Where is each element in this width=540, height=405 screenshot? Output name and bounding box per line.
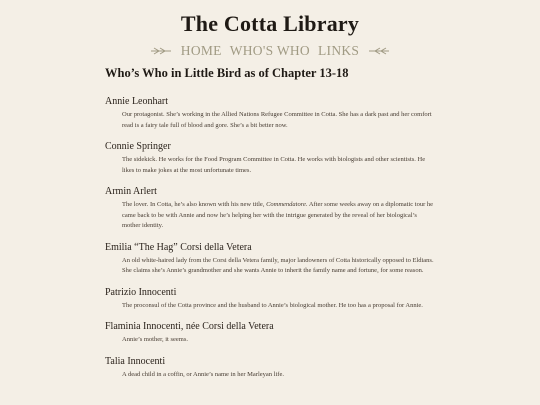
ornament-left-icon [150, 46, 172, 56]
entry-name: Armin Arlert [105, 186, 157, 197]
entry-name: Talia Innocenti [105, 355, 166, 367]
site-title[interactable]: The Cotta Library [180, 11, 360, 36]
entry-name: Connie Springer [105, 141, 171, 152]
entry-description: Our protagonist. She’s working in the Allied Nations Refugee Committee in Cotta. She has a dark past and her comfort read is a fairy tale full of blood and gore. She’s a bit better now. [122, 111, 432, 129]
entry-flaminia-innocenti [105, 321, 435, 346]
entry-name: Patrizio Innocenti [105, 286, 177, 298]
nav-links-link[interactable]: LINKS [317, 43, 360, 58]
entry-description: The proconsul of the Cotta province and the husband to Annie’s biological mother. He too has a proposal for Annie. [122, 301, 423, 309]
entry-description: The sidekick. He works for the Food Program Committee in Cotta. He works with biologists and other scientists. He likes to make jokes at the most unfortunate times. [122, 156, 426, 174]
ornament-right-icon [368, 46, 390, 56]
entry-annie-leonhart [105, 96, 435, 131]
main-content [105, 66, 435, 390]
entry-description-part: The lover. In Cotta, he’s also known with his new title, [122, 201, 267, 208]
nav-whos-who-link[interactable]: WHO'S WHO [229, 43, 310, 58]
entry-talia-innocenti [105, 356, 435, 381]
main-nav [0, 43, 540, 59]
entry-name: Flaminia Innocenti, née Corsi della Vetera [105, 321, 274, 332]
entry-armin-arlert [105, 186, 435, 232]
entry-description: Annie’s mother, it seems. [122, 336, 188, 343]
entry-name: Annie Leonhart [105, 96, 169, 107]
entry-patrizio-innocenti [105, 287, 435, 312]
entry-description-italic: Commendatore [266, 201, 306, 208]
nav-home-link[interactable]: HOME [180, 43, 222, 58]
entry-description [122, 200, 435, 232]
page-heading: Who’s Who in Little Bird as of Chapter 13-18 [105, 66, 349, 80]
entry-description: An old white-haired lady from the Corsi della Vetera family, major landowners of Cotta historically opposed to Eldians. She claims she’s Annie’s grandmother and she wants Annie to inherit the family name and fortune, for some reason. [122, 256, 434, 274]
entry-name: Emilia “The Hag” Corsi della Vetera [105, 241, 252, 253]
entry-connie-springer [105, 141, 435, 176]
entry-emilia-corsi [105, 242, 435, 277]
entry-description-part: . After some weeks away on a diplomatic tour he came back to be with Annie and now he’s helping her with the intrigue generated by the reveal of her biological’s mother identity. [122, 201, 433, 229]
entry-description: A dead child in a coffin, or Annie’s name in her Marleyan life. [122, 370, 284, 378]
